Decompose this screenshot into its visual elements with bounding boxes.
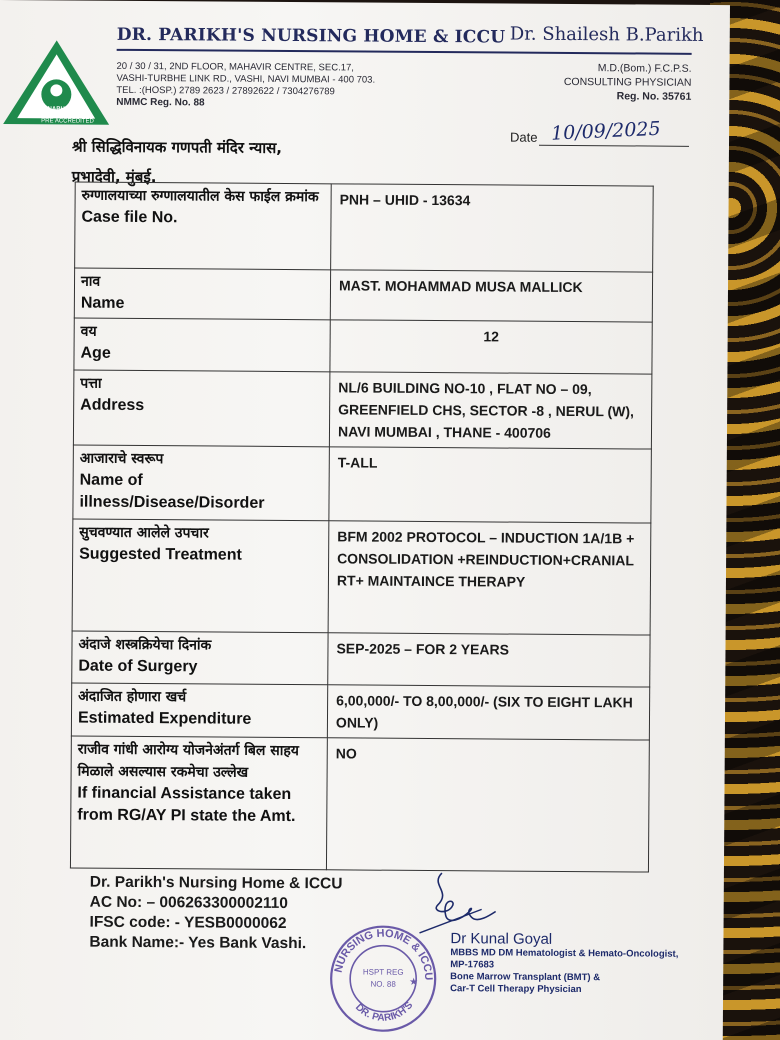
row-value: MAST. MOHAMMAD MUSA MALLICK bbox=[330, 270, 652, 322]
bank-name: Bank Name:- Yes Bank Vashi. bbox=[89, 933, 307, 953]
consultant-qualification: MBBS MD DM Hematologist & Hemato-Oncologist, bbox=[450, 947, 679, 960]
row-label bbox=[75, 182, 332, 270]
row-label bbox=[72, 519, 329, 633]
nmmc-reg: NMMC Reg. No. 88 bbox=[116, 96, 205, 109]
label-marathi: अंदाजे शस्त्रक्रियेचा दिनांक bbox=[78, 636, 212, 654]
label-english: If financial Assistance taken from RG/AY PI state the Amt. bbox=[77, 784, 296, 826]
addressee-line-2: प्रभादेवी, मुंबई. bbox=[71, 167, 157, 187]
label-english: Age bbox=[80, 344, 111, 362]
label-english: Estimated Expenditure bbox=[77, 709, 252, 728]
row-label bbox=[73, 370, 330, 447]
stamp-ring-bottom: DR. PARIKH'S bbox=[352, 1000, 416, 1024]
label-marathi: आजाराचे स्वरूप bbox=[79, 450, 164, 468]
row-label bbox=[72, 631, 328, 685]
label-english: Name bbox=[80, 294, 125, 312]
table-row bbox=[73, 445, 652, 523]
consultant-name: Dr Kunal Goyal bbox=[450, 930, 553, 948]
qualification: M.D.(Bom.) F.C.P.S. bbox=[597, 62, 692, 75]
consultant-mp-no: MP-17683 bbox=[450, 959, 495, 971]
row-value: NO bbox=[326, 738, 649, 872]
ifsc-code: IFSC code: - YESB0000062 bbox=[89, 913, 287, 933]
row-value: 6,00,000/- TO 8,00,000/- (SIX TO EIGHT LAKH ONLY) bbox=[327, 685, 649, 740]
date-value: 10/09/2025 bbox=[550, 117, 662, 145]
address-line-2: VASHI-TURBHE LINK RD., VASHI, NAVI MUMBAI - 400 703. bbox=[116, 72, 376, 86]
date-underline bbox=[539, 145, 689, 147]
row-value: BFM 2002 PROTOCOL – INDUCTION 1A/1B + CONSOLIDATION +REINDUCTION+CRANIAL RT+ MAINTAINCE THERAPY bbox=[328, 521, 651, 635]
nabh-logo bbox=[1, 38, 112, 129]
designation: CONSULTING PHYSICIAN bbox=[563, 75, 692, 89]
label-english: Suggested Treatment bbox=[79, 545, 242, 564]
consultant-specialty-1: Bone Marrow Transplant (BMT) & bbox=[450, 971, 601, 984]
logo-subtext: PRE ACCREDITED bbox=[41, 118, 94, 125]
label-marathi: वय bbox=[80, 323, 97, 340]
label-marathi: नाव bbox=[80, 273, 101, 290]
hospital-name: DR. PARIKH'S NURSING HOME & ICCU bbox=[116, 24, 506, 48]
date-label: Date bbox=[510, 129, 538, 145]
label-marathi: रुग्णालयाच्या रुग्णालयातील केस फाईल क्रमांक bbox=[81, 187, 319, 206]
table-row bbox=[70, 736, 649, 872]
consultant-specialty-2: Car-T Cell Therapy Physician bbox=[450, 983, 582, 996]
row-label bbox=[70, 736, 327, 870]
phone-line: TEL. :(HOSP.) 2789 2623 / 27892622 / 7304276789 bbox=[116, 84, 335, 98]
label-english: Name of illness/Disease/Disorder bbox=[79, 471, 265, 512]
row-label bbox=[73, 445, 330, 521]
logo-text: NABH bbox=[47, 106, 65, 113]
row-label bbox=[71, 683, 327, 738]
row-label bbox=[74, 268, 330, 320]
table-row bbox=[75, 182, 654, 272]
label-marathi: राजीव गांधी आरोग्य योजनेअंतर्ग बिल साहय मिळाले असल्यास रकमेचा उल्लेख bbox=[77, 741, 300, 781]
doctor-credentials bbox=[564, 61, 692, 104]
label-english: Case file No. bbox=[81, 208, 178, 227]
addressee-line-1: श्री सिद्धिविनायक गणपती मंदिर न्यास, bbox=[71, 137, 283, 157]
reg-number: Reg. No. 35761 bbox=[616, 90, 692, 103]
row-value: PNH – UHID - 13634 bbox=[331, 184, 654, 272]
stamp-ring-text: NURSING HOME & ICCU bbox=[332, 927, 435, 981]
account-number: AC No: – 006263300002110 bbox=[89, 893, 288, 913]
address-line-1: 20 / 30 / 31, 2ND FLOOR, MAHAVIR CENTRE, SEC.17, bbox=[116, 60, 354, 74]
application-form-table bbox=[70, 182, 654, 873]
label-marathi: अंदाजित होणारा खर्च bbox=[78, 688, 187, 706]
label-english: Date of Surgery bbox=[78, 657, 198, 676]
table-row bbox=[72, 631, 650, 687]
row-label bbox=[74, 318, 330, 372]
header-divider bbox=[117, 49, 692, 55]
account-name: Dr. Parikh's Nursing Home & ICCU bbox=[89, 873, 343, 893]
table-row bbox=[74, 318, 652, 374]
table-row bbox=[71, 683, 649, 740]
stamp-inner-2: NO. 88 bbox=[370, 979, 396, 989]
row-value: 12 bbox=[330, 320, 652, 374]
hospital-address bbox=[116, 61, 375, 111]
row-value: SEP-2025 – FOR 2 YEARS bbox=[328, 633, 650, 687]
bank-details bbox=[89, 873, 342, 955]
stamp-star-icon: ★ bbox=[409, 976, 419, 988]
stamp-inner-1: HSPT REG bbox=[362, 967, 404, 977]
table-row bbox=[72, 519, 651, 635]
row-value: NL/6 BUILDING NO-10 , FLAT NO – 09, GREENFIELD CHS, SECTOR -8 , NERUL (W), NAVI MUMBAI , THANE - 400706 bbox=[329, 372, 652, 449]
consultant-block bbox=[450, 930, 678, 997]
label-english: Address bbox=[80, 396, 145, 415]
table-row bbox=[73, 370, 652, 449]
table-row bbox=[74, 268, 652, 322]
doctor-name: Dr. Shailesh B.Parikh bbox=[509, 23, 704, 46]
label-marathi: सुचवण्यात आलेले उपचार bbox=[79, 524, 209, 542]
row-value: T-ALL bbox=[329, 447, 652, 523]
label-marathi: पत्ता bbox=[80, 375, 102, 392]
